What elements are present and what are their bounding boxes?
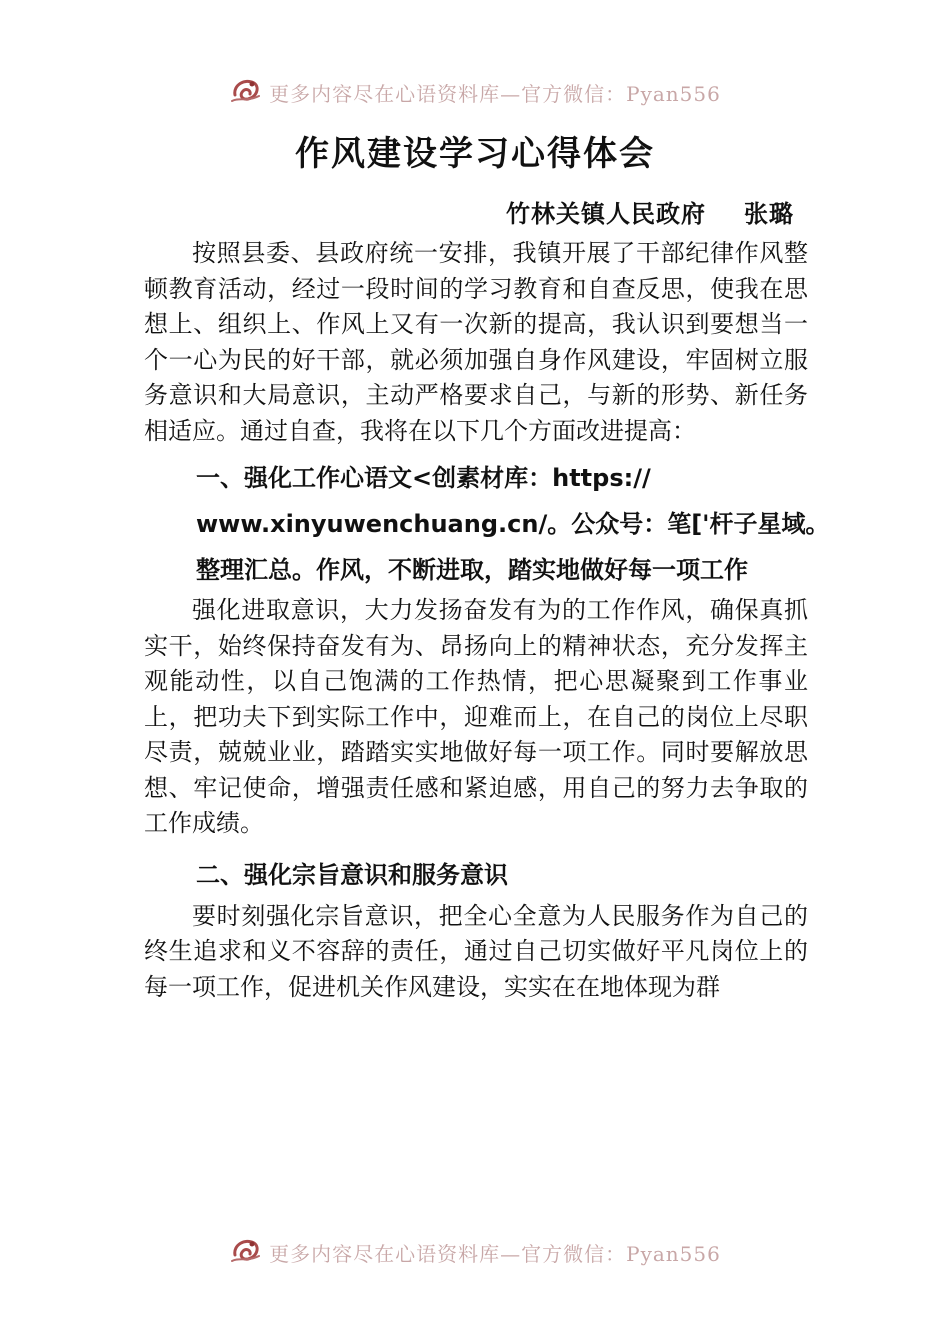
watermark-text: 更多内容尽在心语资料库—官方微信：Pyan556 <box>269 81 721 106</box>
section-1-heading-line: 整理汇总。作风，不断进取，踏实地做好每一项工作 <box>196 556 748 584</box>
brush-swirl-logo-icon <box>229 75 263 109</box>
watermark-banner-top <box>0 72 950 112</box>
author-byline <box>506 194 794 229</box>
section-1-heading-line: 一、强化工作心语文<创素材库：https:// <box>196 464 651 492</box>
watermark-text: 更多内容尽在心语资料库—官方微信：Pyan556 <box>269 1241 721 1266</box>
section-1-heading <box>144 455 830 593</box>
document-body <box>144 236 830 1005</box>
section-1-paragraph: 强化进取意识，大力发扬奋发有为的工作作风，确保真抓实干，始终保持奋发有为、昂扬向上的精神状态，充分发挥主观能动性，以自己饱满的工作热情，把心思凝聚到工作事业上，把功夫下到实际工作中，迎难而上，在自己的岗位上尽职尽责，兢兢业业，踏踏实实地做好每一项工作。同时要解放思想、牢记使命，增强责任感和紧迫感，用自己的努力去争取的工作成绩。 <box>144 596 808 837</box>
section-1-heading-line: www.xinyuwenchuang.cn/。公众号：笔['杆子星域。 <box>196 510 830 538</box>
watermark-banner-bottom <box>0 1232 950 1272</box>
author-organization: 竹林关镇人民政府 <box>506 199 706 228</box>
section-2-heading: 二、强化宗旨意识和服务意识 <box>196 860 508 889</box>
author-name: 张璐 <box>744 199 794 228</box>
brush-swirl-logo-icon <box>229 1235 263 1269</box>
intro-paragraph: 按照县委、县政府统一安排，我镇开展了干部纪律作风整顿教育活动，经过一段时间的学习教育和自查反思，使我在思想上、组织上、作风上又有一次新的提高，我认识到要想当一个一心为民的好干部，就必须加强自身作风建设，牢固树立服务意识和大局意识，主动严格要求自己，与新的形势、新任务相适应。通过自查，我将在以下几个方面改进提高： <box>144 239 808 445</box>
document-title: 作风建设学习心得体会 <box>295 134 655 174</box>
section-2-paragraph: 要时刻强化宗旨意识，把全心全意为人民服务作为自己的终生追求和义不容辞的责任，通过自己切实做好平凡岗位上的每一项工作，促进机关作风建设，实实在在地体现为群 <box>144 901 808 1001</box>
